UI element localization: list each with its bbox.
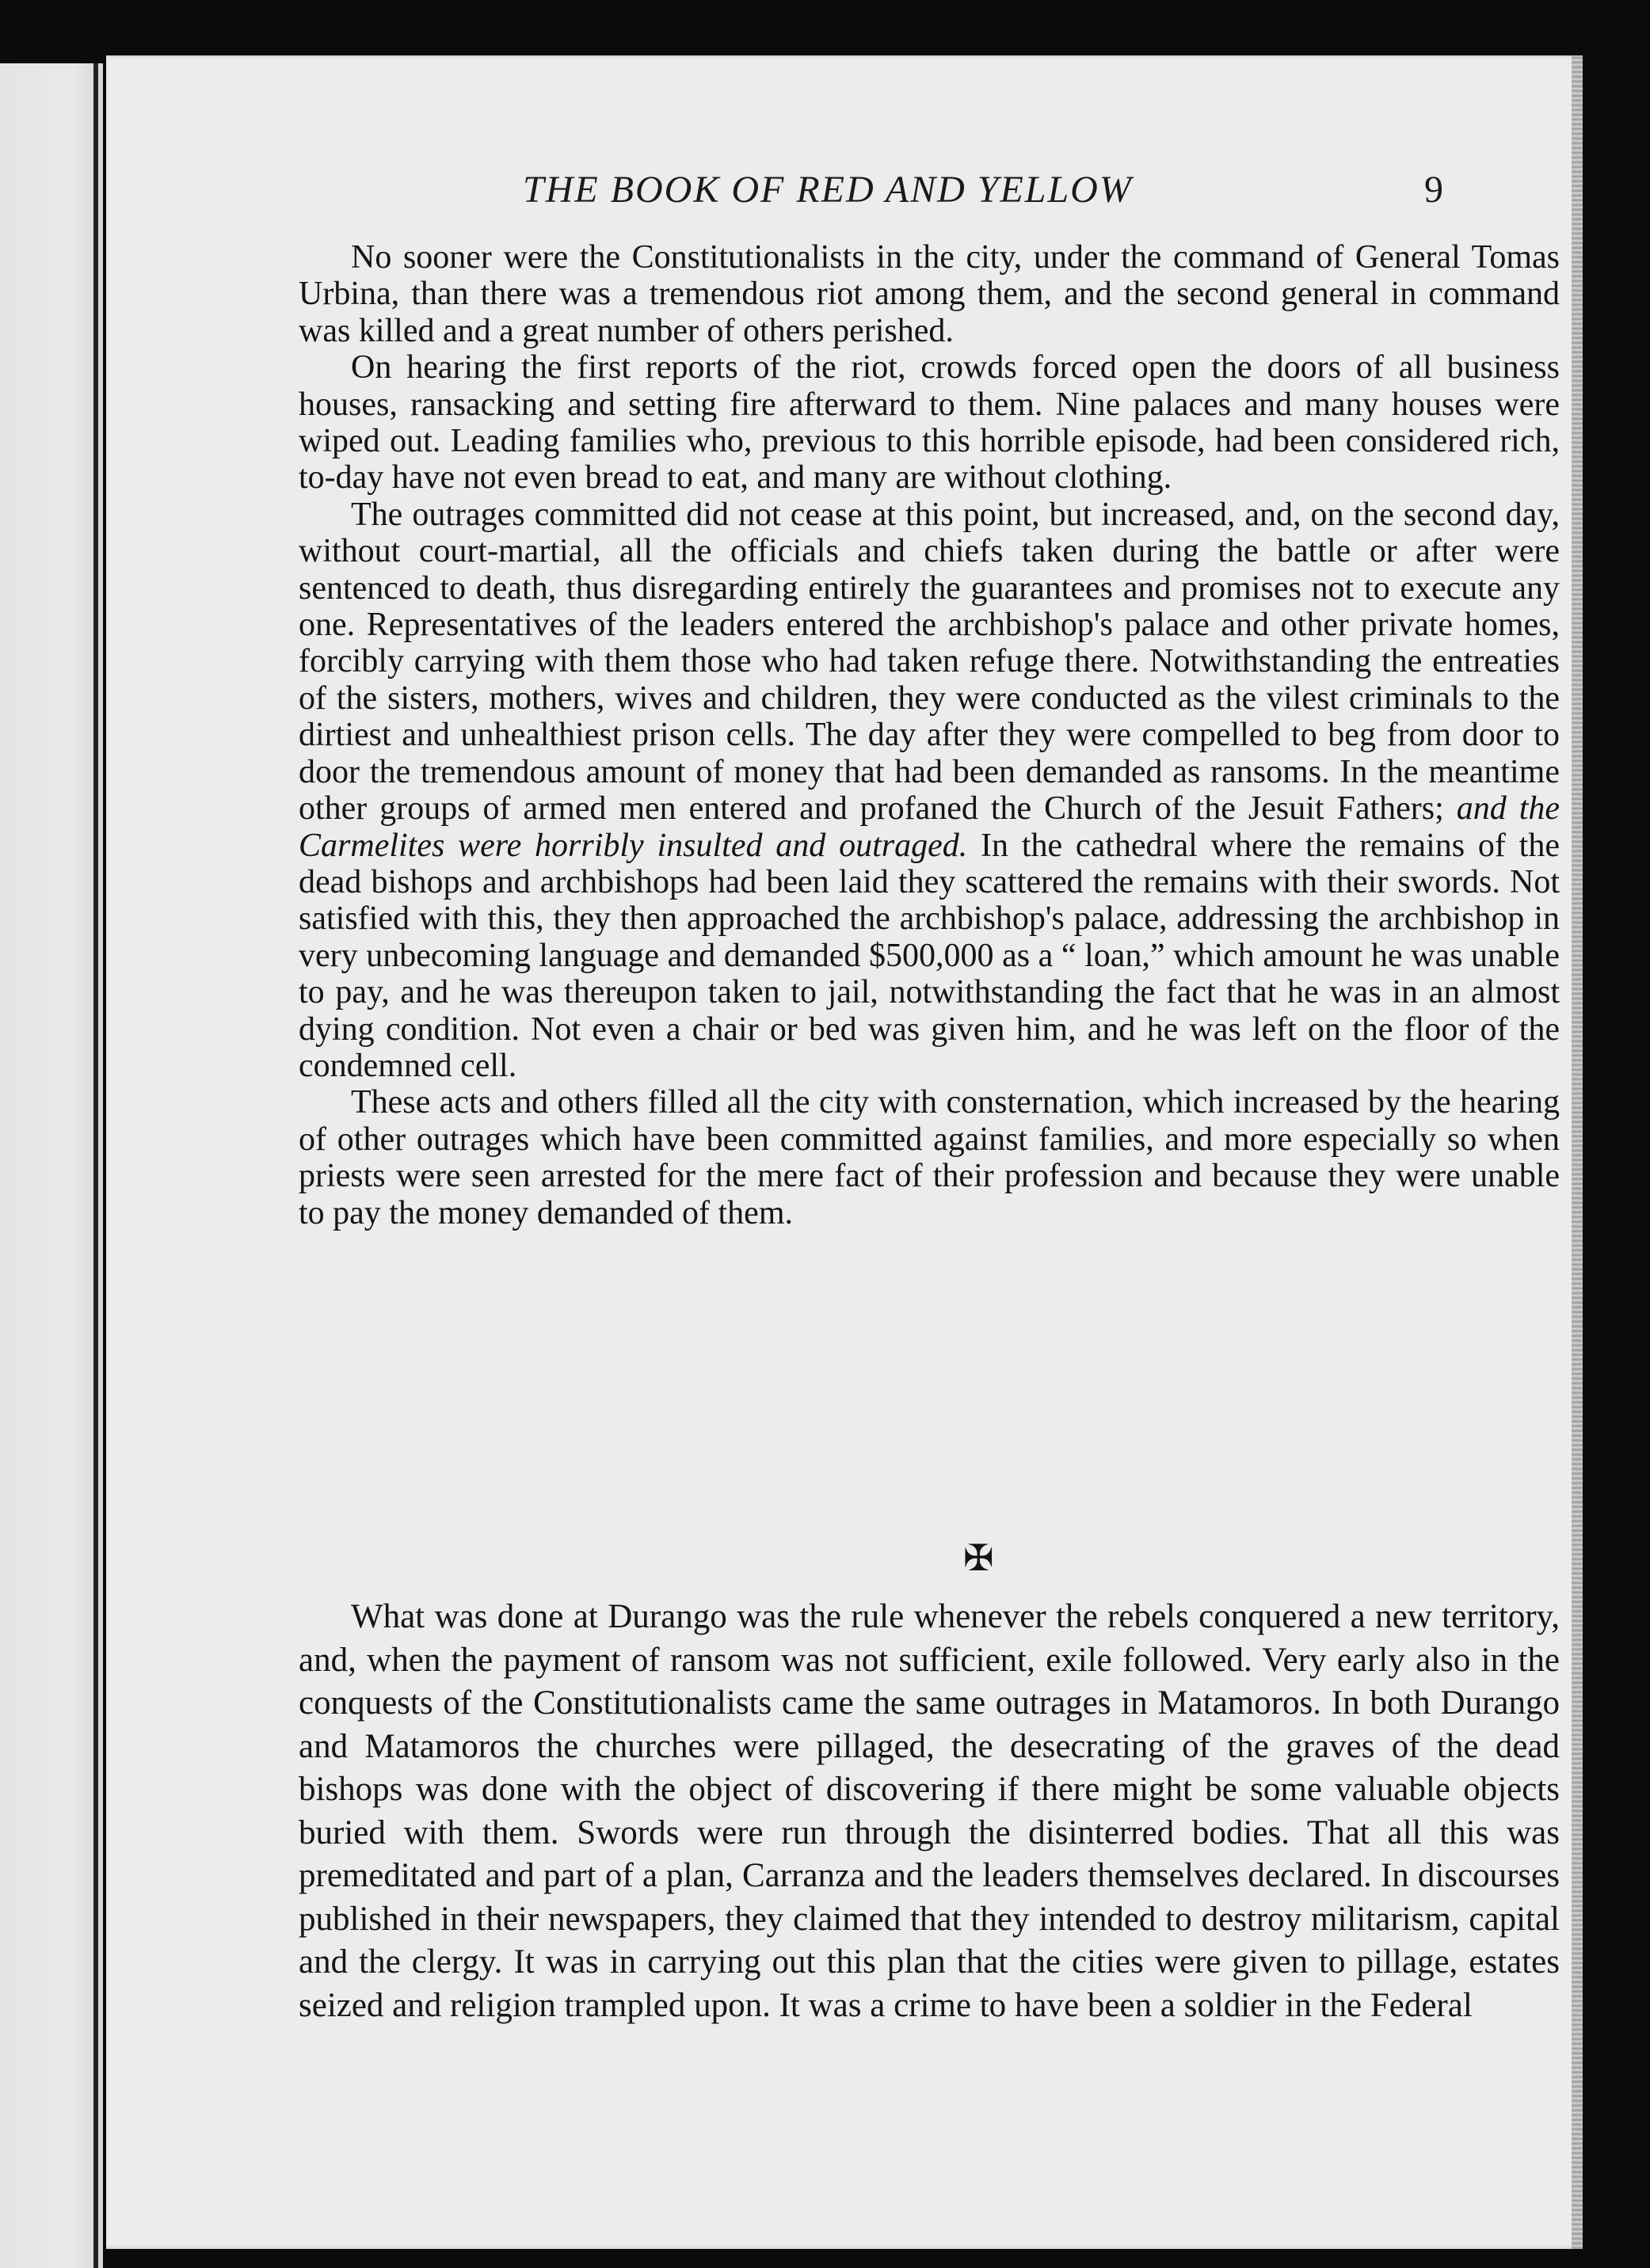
binding-edge [93,63,98,2268]
cross-ornament-icon: ✠ [963,1538,994,1578]
paragraph: These acts and others filled all the city with consternation, which increased by the hearing of other outrages which have been committed against families, and more especially so when priests were seen arrested for the mere fact of their profession and because they were unable to pay the money demanded of them. [299,1084,1560,1231]
page-number: 9 [1424,169,1443,211]
adjacent-page-sliver [0,63,103,2268]
paragraph-text: The outrages committed did not cease at this point, but increased, and, on the second day, without court-martial, all the officials and chiefs taken during the battle or after were sentenced to death, thus disregarding entirely the guarantees and promises not to execute any one. Representatives of the leaders entered the archbishop's palace and other private homes, forcibly carrying with them those who had taken refuge there. Notwithstanding the entreaties of the sisters, mothers, wives and children, they were conducted as the vilest criminals to the dirtiest and unhealthiest prison cells. The day after they were compelled to beg from door to door the tremendous amount of money that had been demanded as ransoms. In the meantime other groups of armed men entered and profaned the Church of the Jesuit Fathers; [299,496,1560,828]
book-page [106,55,1583,2249]
running-title: THE BOOK OF RED AND YELLOW [523,169,1133,211]
body-text-upper [299,239,1560,1231]
running-header [106,168,1583,231]
paragraph: On hearing the first reports of the riot, crowds forced open the doors of all business houses, ransacking and setting fire afterward to them. Nine palaces and many houses were wiped out. Leading families who, previous to this horrible episode, had been considered rich, to-day have not even bread to eat, and many are without clothing. [299,349,1560,497]
paragraph: No sooner were the Constitutionalists in the city, under the command of General Tomas Urbina, than there was a tremendous riot among them, and the second general in command was killed and a great number of others perished. [299,239,1560,349]
italic-emphasis: and the Carmelites were horribly insulted and outraged. [299,790,1560,864]
page-edge [1572,55,1583,2249]
paragraph: What was done at Durango was the rule whenever the rebels conquered a new territory, and, when the payment of ransom was not sufficient, exile followed. Very early also in the conquests of the Constitutionalists came the same outrages in Matamoros. In both Durango and Matamoros the churches were pillaged, the desecrating of the graves of the dead bishops was done with the object of discovering if there might be some valuable objects buried with them. Swords were run through the disinterred bodies. That all this was premeditated and part of a plan, Carranza and the leaders themselves declared. In discourses published in their newspapers, they claimed that they intended to destroy militarism, capital and the clergy. It was in carrying out this plan that the cities were given to pillage, estates seized and religion trampled upon. It was a crime to have been a soldier in the Federal [299,1598,1560,2024]
body-text-lower [299,1596,1560,2027]
paragraph [299,497,1560,1085]
paragraph-text: In the cathedral where the remains of the dead bishops and archbishops had been laid they scattered the remains with their swords. Not satisfied with this, they then approached the archbishop's palace, addressing the archbishop in very unbecoming language and demanded $500,000 as a “ loan,” which amount he was unable to pay, and he was thereupon taken to jail, notwithstanding the fact that he was in an almost dying condition. Not even a chair or bed was given him, and he was left on the floor of the condemned cell. [299,827,1560,1084]
